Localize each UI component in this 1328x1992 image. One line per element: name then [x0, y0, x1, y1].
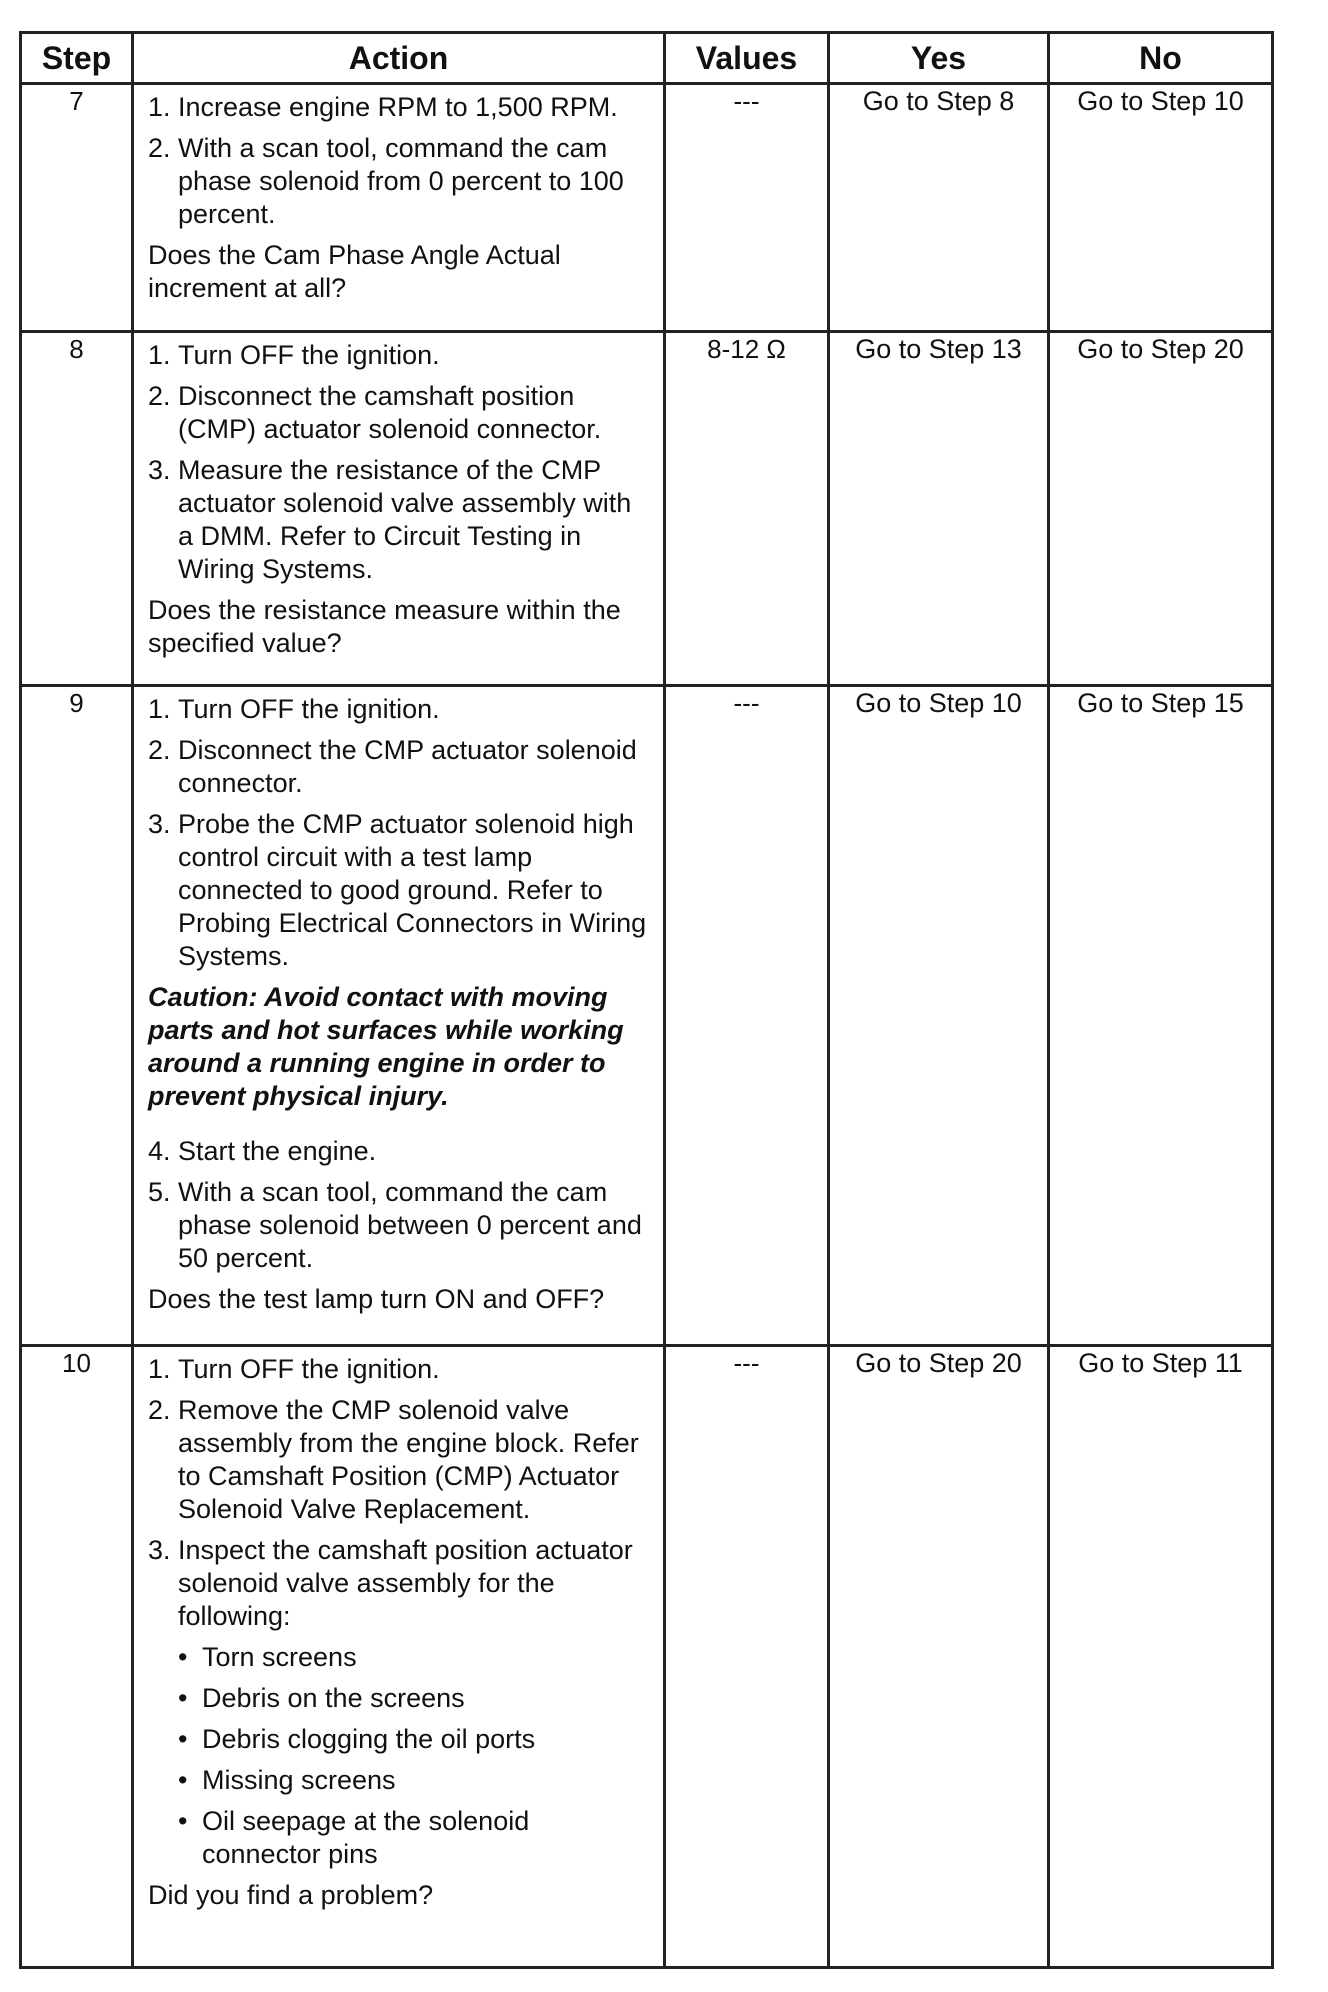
bullet-item [178, 1723, 653, 1756]
bullet-text: Oil seepage at the solenoid connector pins [202, 1806, 530, 1869]
item-number: 4. [148, 1136, 171, 1166]
bullet-text: Torn screens [202, 1642, 357, 1672]
item-text: Increase engine RPM to 1,500 RPM. [178, 92, 618, 122]
item-number: 3. [148, 455, 171, 485]
action-item [148, 734, 653, 800]
item-number: 2. [148, 735, 171, 765]
item-text: With a scan tool, command the cam phase solenoid between 0 percent and 50 percent. [178, 1177, 642, 1273]
bullet-icon: • [178, 1642, 188, 1672]
action-item [148, 380, 653, 446]
action-item [148, 1135, 653, 1168]
action-item [148, 454, 653, 586]
item-number: 2. [148, 1395, 171, 1425]
yes-cell: Go to Step 8 [829, 84, 1049, 332]
no-cell: Go to Step 11 [1049, 1346, 1273, 1968]
action-item [148, 1353, 653, 1386]
header-step: Step [21, 33, 133, 84]
action-cell [133, 84, 665, 332]
item-text: Remove the CMP solenoid valve assembly from the engine block. Refer to Camshaft Position (CMP) Actuator Solenoid Valve Replacement. [178, 1395, 639, 1524]
item-number: 2. [148, 381, 171, 411]
item-number: 1. [148, 92, 171, 122]
question-text: Does the resistance measure within the specified value? [148, 595, 621, 658]
action-item [148, 808, 653, 973]
action-item [148, 693, 653, 726]
item-text: Turn OFF the ignition. [178, 694, 440, 724]
item-text: Disconnect the CMP actuator solenoid connector. [178, 735, 637, 798]
bullet-icon: • [178, 1724, 188, 1754]
header-yes: Yes [829, 33, 1049, 84]
bullet-text: Debris clogging the oil ports [202, 1724, 536, 1754]
header-values: Values [665, 33, 829, 84]
item-number: 3. [148, 809, 171, 839]
step-number: 10 [21, 1346, 133, 1968]
action-cell [133, 686, 665, 1346]
bullet-item [178, 1805, 653, 1871]
action-item [148, 1176, 653, 1275]
header-no: No [1049, 33, 1273, 84]
item-text: Disconnect the camshaft position (CMP) actuator solenoid connector. [178, 381, 602, 444]
item-number: 1. [148, 694, 171, 724]
item-text: Turn OFF the ignition. [178, 1354, 440, 1384]
values-cell: --- [665, 686, 829, 1346]
item-text: Inspect the camshaft position actuator solenoid valve assembly for the following: [178, 1535, 633, 1631]
action-cell [133, 332, 665, 686]
yes-cell: Go to Step 13 [829, 332, 1049, 686]
question-text: Does the test lamp turn ON and OFF? [148, 1284, 605, 1314]
item-text: Probe the CMP actuator solenoid high control circuit with a test lamp connected to good ground. Refer to Probing Electrical Connectors in Wiring Systems. [178, 809, 647, 971]
item-text: With a scan tool, command the cam phase solenoid from 0 percent to 100 percent. [178, 133, 624, 229]
action-item [148, 1394, 653, 1526]
table-row-step-9 [21, 686, 1273, 1346]
bullet-item [178, 1764, 653, 1797]
item-number: 5. [148, 1177, 171, 1207]
question-text: Does the Cam Phase Angle Actual increment at all? [148, 240, 561, 303]
values-cell: --- [665, 1346, 829, 1968]
table-row-step-7 [21, 84, 1273, 332]
bullet-text: Debris on the screens [202, 1683, 465, 1713]
action-item [148, 91, 653, 124]
step-number: 8 [21, 332, 133, 686]
bullet-item [178, 1641, 653, 1674]
caution-note: Caution: Avoid contact with moving parts and hot surfaces while working around a running engine in order to prevent physical injury. [148, 982, 624, 1111]
bullet-item [178, 1682, 653, 1715]
bullet-text: Missing screens [202, 1765, 396, 1795]
header-action: Action [133, 33, 665, 84]
action-item [148, 339, 653, 372]
values-cell: 8-12 Ω [665, 332, 829, 686]
item-text: Turn OFF the ignition. [178, 340, 440, 370]
no-cell: Go to Step 10 [1049, 84, 1273, 332]
yes-cell: Go to Step 20 [829, 1346, 1049, 1968]
no-cell: Go to Step 20 [1049, 332, 1273, 686]
no-cell: Go to Step 15 [1049, 686, 1273, 1346]
item-text: Measure the resistance of the CMP actuator solenoid valve assembly with a DMM. Refer to Circuit Testing in Wiring Systems. [178, 455, 632, 584]
item-number: 2. [148, 133, 171, 163]
yes-cell: Go to Step 10 [829, 686, 1049, 1346]
header-row [21, 33, 1273, 84]
item-text: Start the engine. [178, 1136, 377, 1166]
diagnostic-table [19, 31, 1274, 1969]
item-number: 1. [148, 340, 171, 370]
table-row-step-8 [21, 332, 1273, 686]
step-number: 7 [21, 84, 133, 332]
values-cell: --- [665, 84, 829, 332]
item-number: 1. [148, 1354, 171, 1384]
action-item [148, 132, 653, 231]
bullet-icon: • [178, 1806, 188, 1836]
item-number: 3. [148, 1535, 171, 1565]
action-cell [133, 1346, 665, 1968]
question-text: Did you find a problem? [148, 1880, 434, 1910]
action-item [148, 1534, 653, 1633]
step-number: 9 [21, 686, 133, 1346]
bullet-icon: • [178, 1683, 188, 1713]
bullet-icon: • [178, 1765, 188, 1795]
table-row-step-10 [21, 1346, 1273, 1968]
